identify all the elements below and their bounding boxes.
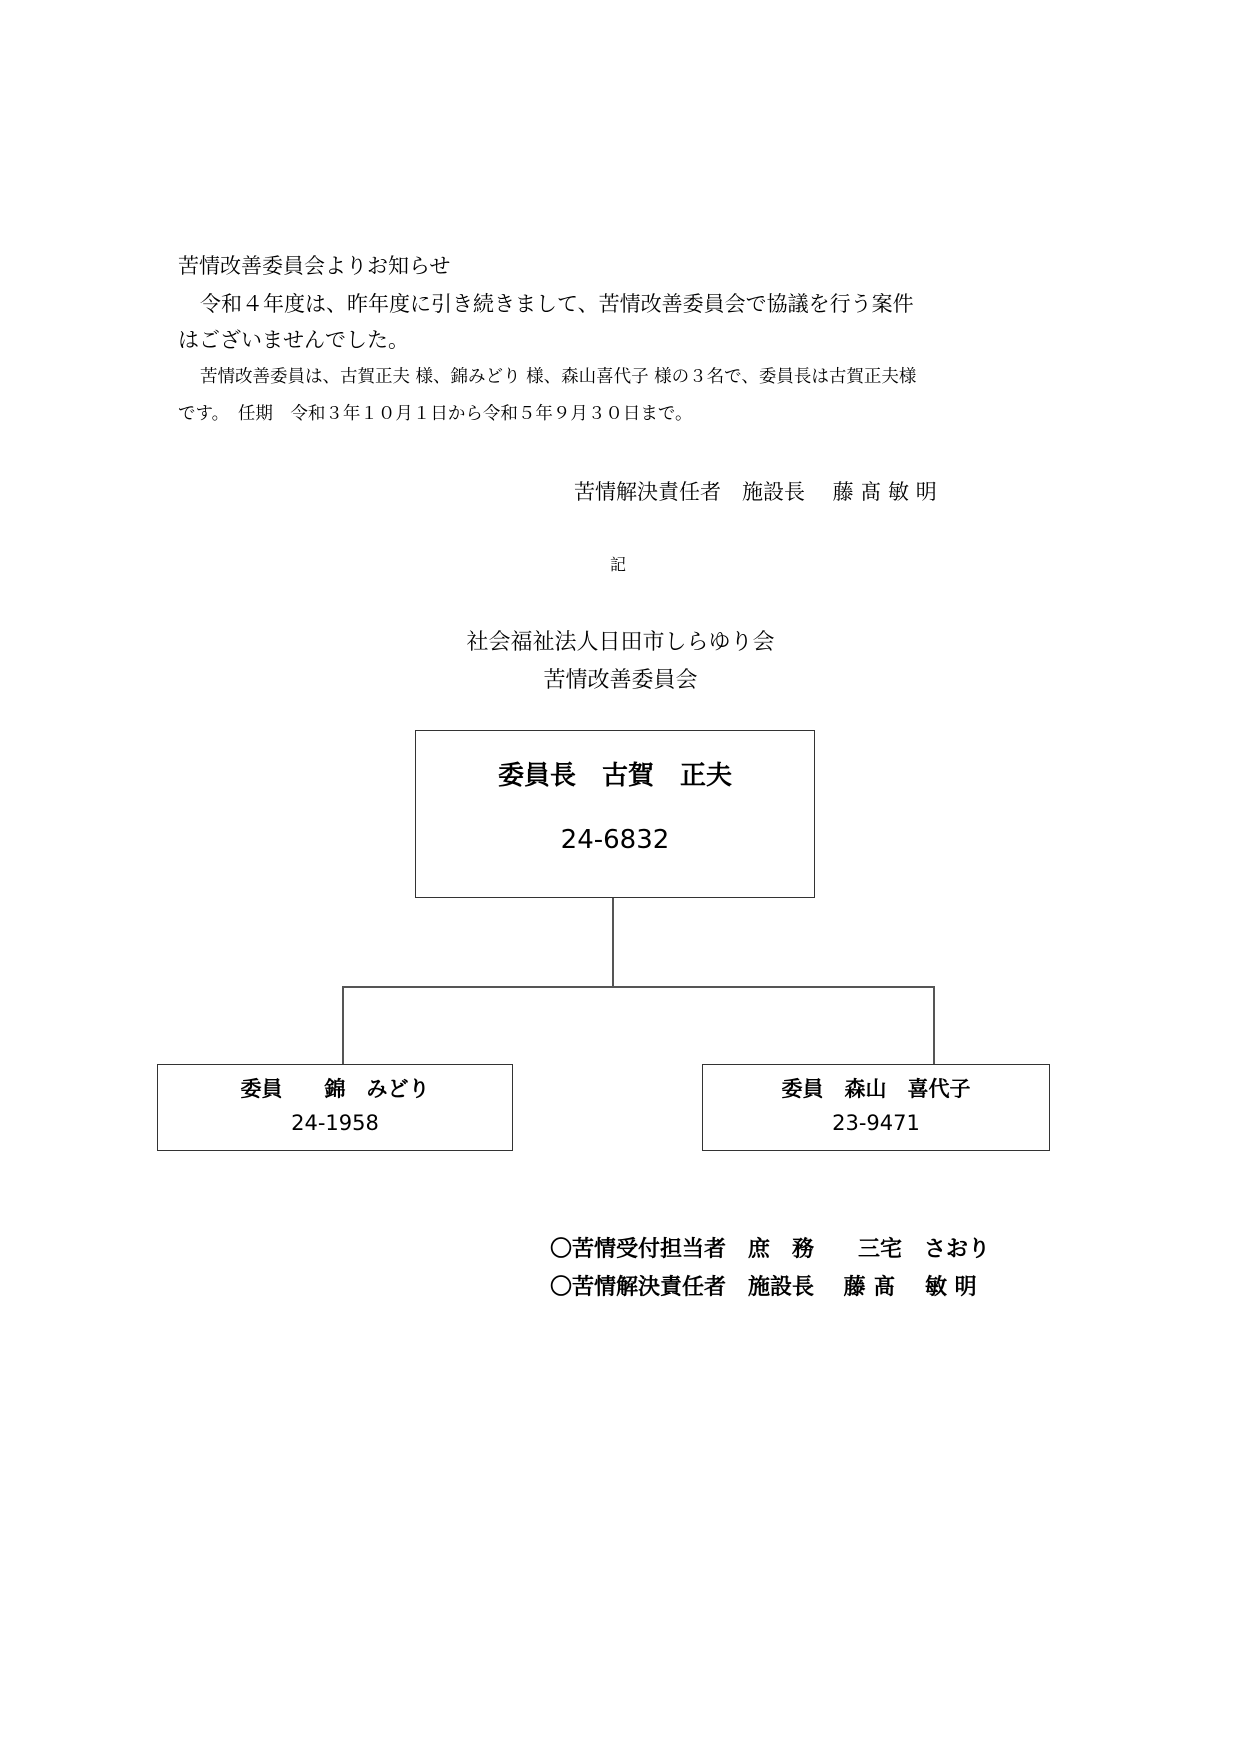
notice-signature: 苦情解決責任者 施設長 藤 髙 敏 明	[574, 480, 937, 504]
organization-name: 社会福祉法人日田市しらゆり会	[466, 630, 775, 655]
contact-reception: 〇苦情受付担当者 庶 務 三宅 さおり	[550, 1237, 991, 1262]
connector-horizontal	[342, 986, 934, 988]
member-phone: 24-1958	[291, 1111, 379, 1135]
connector-vertical-chair	[612, 898, 614, 987]
member-phone: 23-9471	[832, 1111, 920, 1135]
ki-mark: 記	[610, 555, 627, 574]
chair-box	[415, 730, 815, 898]
member-box	[157, 1064, 513, 1151]
chair-phone: 24-6832	[560, 825, 670, 855]
notice-paragraph-2-line-1: 苦情改善委員は、古賀正夫 様、錦みどり 様、森山喜代子 様の３名で、委員長は古賀正夫様	[200, 367, 917, 387]
member-name: 委員 森山 喜代子	[781, 1077, 971, 1101]
committee-name: 苦情改善委員会	[543, 668, 698, 693]
member-name: 委員 錦 みどり	[240, 1077, 430, 1101]
notice-paragraph-1-line-1: 令和４年度は、昨年度に引き続きまして、苦情改善委員会で協議を行う案件	[200, 292, 914, 316]
member-box	[702, 1064, 1050, 1151]
contact-resolution: 〇苦情解決責任者 施設長 藤 髙 敏 明	[550, 1275, 977, 1300]
notice-paragraph-1-line-2: はございませんでした。	[178, 328, 409, 352]
notice-paragraph-2-line-2: です。 任期 令和３年１０月１日から令和５年９月３０日まで。	[178, 404, 693, 424]
chair-name: 委員長 古賀 正夫	[497, 761, 732, 791]
connector-vertical-right	[933, 986, 935, 1064]
connector-vertical-left	[342, 986, 344, 1064]
notice-title: 苦情改善委員会よりお知らせ	[178, 254, 451, 278]
